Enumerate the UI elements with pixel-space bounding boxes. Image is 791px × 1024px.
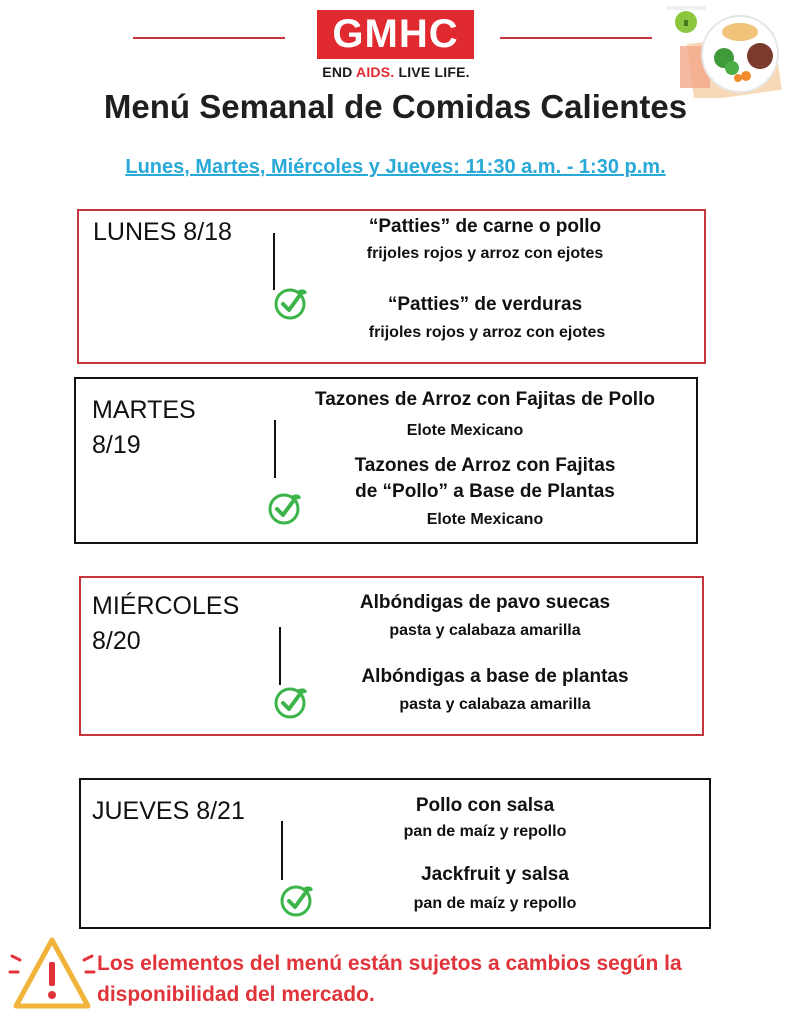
disclaimer-line2: disponibilidad del mercado.: [97, 983, 375, 1006]
gmhc-logo: [317, 10, 474, 59]
vegan-check-icon: [273, 285, 309, 321]
vegan-check-icon: [273, 684, 309, 720]
thursday-veg-main: Jackfruit y salsa: [421, 864, 569, 885]
monday-meat-main: “Patties” de carne o pollo: [368, 216, 602, 237]
tuesday-veg-side: Elote Mexicano: [426, 511, 544, 528]
tuesday-meat-side: Elote Mexicano: [406, 422, 524, 439]
divider-monday: [273, 233, 275, 290]
thursday-meat-main: Pollo con salsa: [415, 795, 555, 816]
wednesday-meat-side: pasta y calabaza amarilla: [389, 622, 581, 639]
day-label-tuesday-date: 8/19: [92, 431, 141, 459]
service-hours-link[interactable]: Lunes, Martes, Miércoles y Jueves: 11:30 a.m. - 1:30 p.m.: [125, 156, 666, 178]
header-rule-right: [500, 37, 652, 39]
divider-wednesday: [279, 627, 281, 685]
day-label-tuesday-name: MARTES: [92, 396, 196, 424]
monday-veg-side: frijoles rojos y arroz con ejotes: [368, 324, 606, 341]
food-plate-icon: [664, 6, 782, 98]
vegan-check-icon: [267, 490, 303, 526]
day-label-wednesday-date: 8/20: [92, 627, 141, 655]
warning-icon: [8, 932, 96, 1016]
monday-veg-main: “Patties” de verduras: [387, 294, 583, 315]
logo-tagline: [300, 64, 492, 80]
vegan-check-icon: [279, 882, 315, 918]
wednesday-veg-side: pasta y calabaza amarilla: [399, 696, 591, 713]
logo-text: GMHC: [332, 12, 459, 56]
tagline-suffix: LIVE LIFE.: [394, 64, 470, 80]
wednesday-veg-main: Albóndigas a base de plantas: [361, 666, 629, 687]
tuesday-veg-main-line1: Tazones de Arroz con Fajitas: [354, 455, 616, 476]
disclaimer-line1: Los elementos del menú están sujetos a cambios según la: [97, 952, 682, 975]
tagline-prefix: END: [322, 64, 357, 80]
tagline-accent: AIDS.: [356, 64, 395, 80]
day-label-wednesday-name: MIÉRCOLES: [92, 592, 240, 620]
thursday-veg-side: pan de maíz y repollo: [413, 895, 577, 912]
thursday-meat-side: pan de maíz y repollo: [403, 823, 567, 840]
monday-meat-side: frijoles rojos y arroz con ejotes: [366, 245, 604, 262]
wednesday-meat-main: Albóndigas de pavo suecas: [359, 592, 611, 613]
disclaimer-note: [97, 948, 787, 1010]
header-rule-left: [133, 37, 285, 39]
tuesday-meat-main: Tazones de Arroz con Fajitas de Pollo: [315, 389, 655, 410]
divider-tuesday: [274, 420, 276, 478]
page-title: Menú Semanal de Comidas Calientes: [103, 88, 688, 125]
day-label-thursday: JUEVES 8/21: [92, 797, 245, 825]
divider-thursday: [281, 821, 283, 880]
day-label-monday: LUNES 8/18: [93, 218, 232, 246]
tuesday-veg-main-line2: de “Pollo” a Base de Plantas: [355, 481, 615, 502]
